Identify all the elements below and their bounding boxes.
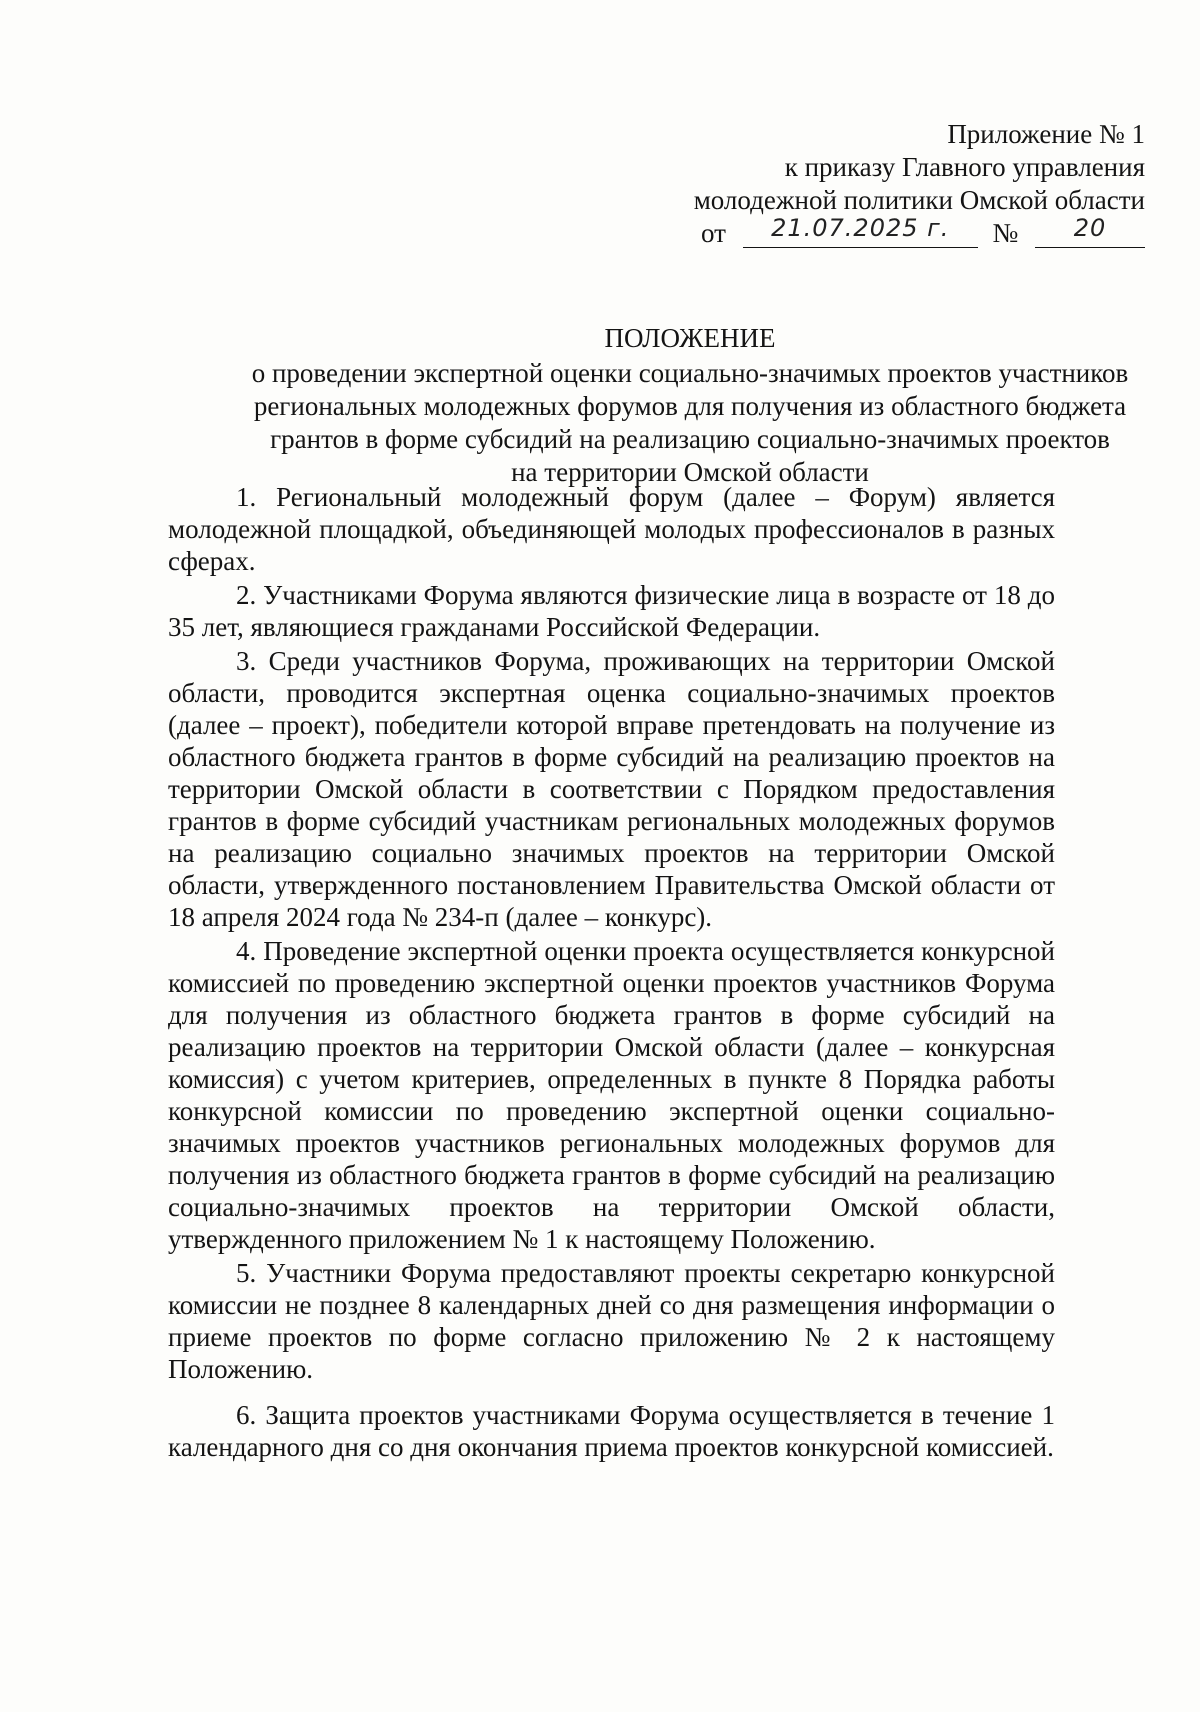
- paragraph-6: 6. Защита проектов участниками Форума осуществляется в течение 1 календарного дня со дня окончания приема проектов конкурсной комиссией.: [168, 1400, 1055, 1462]
- order-date-number-line: [694, 214, 1145, 250]
- appendix-number: Приложение № 1: [947, 119, 1145, 149]
- date-field: [743, 214, 978, 248]
- handwritten-number: 20: [1073, 214, 1107, 242]
- date-prefix: от: [701, 218, 726, 248]
- document-subtitle-line: региональных молодежных форумов для получения из областного бюджета: [253, 391, 1127, 421]
- appendix-header: [694, 118, 1145, 250]
- number-field: [1035, 214, 1145, 248]
- paragraph-3: 3. Среди участников Форума, проживающих на территории Омской области, проводится экспертная оценка социально-значимых проектов (далее – проект), победители которой вправе претендовать на получение из областного бюджета грантов в форме субсидий на реализацию проектов на территории Омской области в соответствии с Порядком предоставления грантов в форме субсидий участникам региональных молодежных форумов на реализацию социально значимых проектов на территории Омской области, утвержденного постановлением Правительства Омской области от 18 апреля 2024 года № 234-п (далее – конкурс).: [168, 646, 1055, 932]
- appendix-authority: молодежной политики Омской области: [693, 185, 1145, 215]
- appendix-order-ref: к приказу Главного управления: [784, 152, 1145, 182]
- document-title: ПОЛОЖЕНИЕ: [604, 323, 776, 353]
- paragraph-2: 2. Участниками Форума являются физические лица в возрасте от 18 до 35 лет, являющиеся гражданами Российской Федерации.: [168, 580, 1055, 642]
- document-title-block: [160, 322, 1200, 489]
- document-subtitle-line: грантов в форме субсидий на реализацию социально-значимых проектов: [270, 424, 1110, 454]
- handwritten-date: 21.07.2025 г.: [771, 214, 950, 242]
- paragraph-1: 1. Региональный молодежный форум (далее – Форум) является молодежной площадкой, объединяющей молодых профессионалов в разных сферах.: [168, 482, 1055, 576]
- document-body: [168, 481, 1055, 1463]
- document-subtitle-line: о проведении экспертной оценки социально-значимых проектов участников: [251, 358, 1129, 388]
- paragraph-4: 4. Проведение экспертной оценки проекта осуществляется конкурсной комиссией по проведению экспертной оценки проектов участников Форума для получения из областного бюджета грантов в форме субсидий на реализацию проектов на территории Омской области (далее – конкурсная комиссия) с учетом критериев, определенных в пункте 8 Порядка работы конкурсной комиссии по проведению экспертной оценки социально-значимых проектов участников региональных молодежных форумов для получения из областного бюджета грантов в форме субсидий на реализацию социально-значимых проектов на территории Омской области, утвержденного приложением № 1 к настоящему Положению.: [168, 936, 1055, 1254]
- number-label: №: [992, 218, 1019, 248]
- document-subtitle-line: на территории Омской области: [511, 457, 869, 487]
- paragraph-5: 5. Участники Форума предоставляют проекты секретарю конкурсной комиссии не позднее 8 календарных дней со дня размещения информации о приеме проектов по форме согласно приложению № 2 к настоящему Положению.: [168, 1258, 1055, 1384]
